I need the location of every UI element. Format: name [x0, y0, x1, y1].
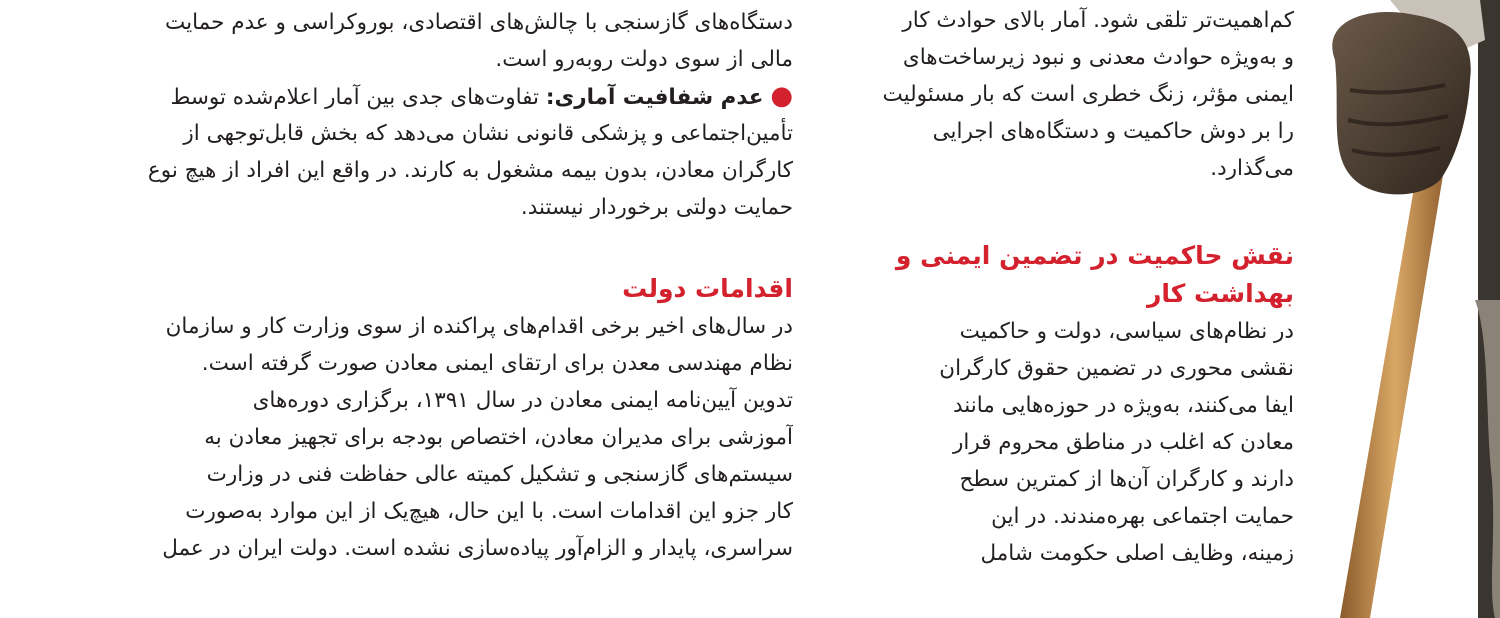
right-column — [832, 0, 1294, 572]
text-line: نظام مهندسی معدن برای ارتقای ایمنی معادن صورت گرفته است. — [201, 351, 793, 376]
text-line: تدوین آیین‌نامه ایمنی معادن در سال ۱۳۹۱، برگزاری دوره‌های — [252, 388, 793, 413]
text-line: دستگاه‌های گازسنجی با چالش‌های اقتصادی، بوروکراسی و عدم حمایت — [165, 10, 793, 35]
text-line: معادن که اغلب در مناطق محروم قرار — [952, 430, 1294, 455]
text-line: تفاوت‌های جدی بین آمار اعلام‌شده توسط — [170, 85, 540, 110]
worker-holding-shovel-illustration — [1240, 0, 1500, 618]
text-line: آموزشی برای مدیران معادن، اختصاص بودجه برای تجهیز معادن به — [204, 425, 793, 450]
bullet-title: عدم شفافیت آماری: — [545, 85, 764, 110]
bullet-paragraph-first-line — [48, 78, 793, 115]
text-line: در نظام‌های سیاسی، دولت و حاکمیت — [959, 319, 1294, 344]
text-line: کارگران معادن، بدون بیمه مشغول به کارند. در واقع این افراد از هیچ نوع — [147, 158, 793, 183]
bullet-icon: ● — [770, 81, 793, 111]
text-line: کار جزو این اقدامات است. با این حال، هیچ‌یک از این موارد به‌صورت — [185, 499, 793, 524]
left-column — [48, 0, 793, 567]
text-line: حمایت دولتی برخوردار نیستند. — [520, 195, 793, 220]
text-line: زمینه، وظایف اصلی حکومت شامل — [980, 541, 1294, 566]
text-line: در سال‌های اخیر برخی اقدام‌های پراکنده از سوی وزارت کار و سازمان — [165, 314, 793, 339]
text-line: حمایت اجتماعی بهره‌مندند. در این — [991, 504, 1294, 529]
text-line: سیستم‌های گازسنجی و تشکیل کمیته عالی حفاظت فنی در وزارت — [206, 462, 793, 487]
section-heading-line: بهداشت کار — [1147, 279, 1294, 308]
text-line: می‌گذارد. — [1210, 156, 1294, 181]
section-heading-line: نقش حاکمیت در تضمین ایمنی و — [895, 241, 1294, 270]
text-line: نقشی محوری در تضمین حقوق کارگران — [939, 356, 1294, 381]
text-line: و به‌ویژه حوادث معدنی و نبود زیرساخت‌های — [902, 45, 1294, 70]
text-line: دارند و کارگران آن‌ها از کمترین سطح — [959, 467, 1294, 492]
glove-icon — [1332, 12, 1470, 194]
text-line: مالی از سوی دولت روبه‌رو است. — [495, 47, 793, 72]
text-line: تأمین‌اجتماعی و پزشکی قانونی نشان می‌دهد که بخش قابل‌توجهی از — [183, 121, 793, 146]
text-line: کم‌اهمیت‌تر تلقی شود. آمار بالای حوادث کار — [902, 8, 1294, 33]
text-line: سراسری، پایدار و الزام‌آور پیاده‌سازی نشده است. دولت ایران در عمل — [162, 536, 793, 561]
section-heading: اقدامات دولت — [622, 274, 793, 303]
text-line: ایمنی مؤثر، زنگ خطری است که بار مسئولیت — [882, 82, 1294, 107]
text-line: ایفا می‌کنند، به‌ویژه در حوزه‌هایی مانند — [952, 393, 1294, 418]
text-line: را بر دوش حاکمیت و دستگاه‌های اجرایی — [932, 119, 1294, 144]
